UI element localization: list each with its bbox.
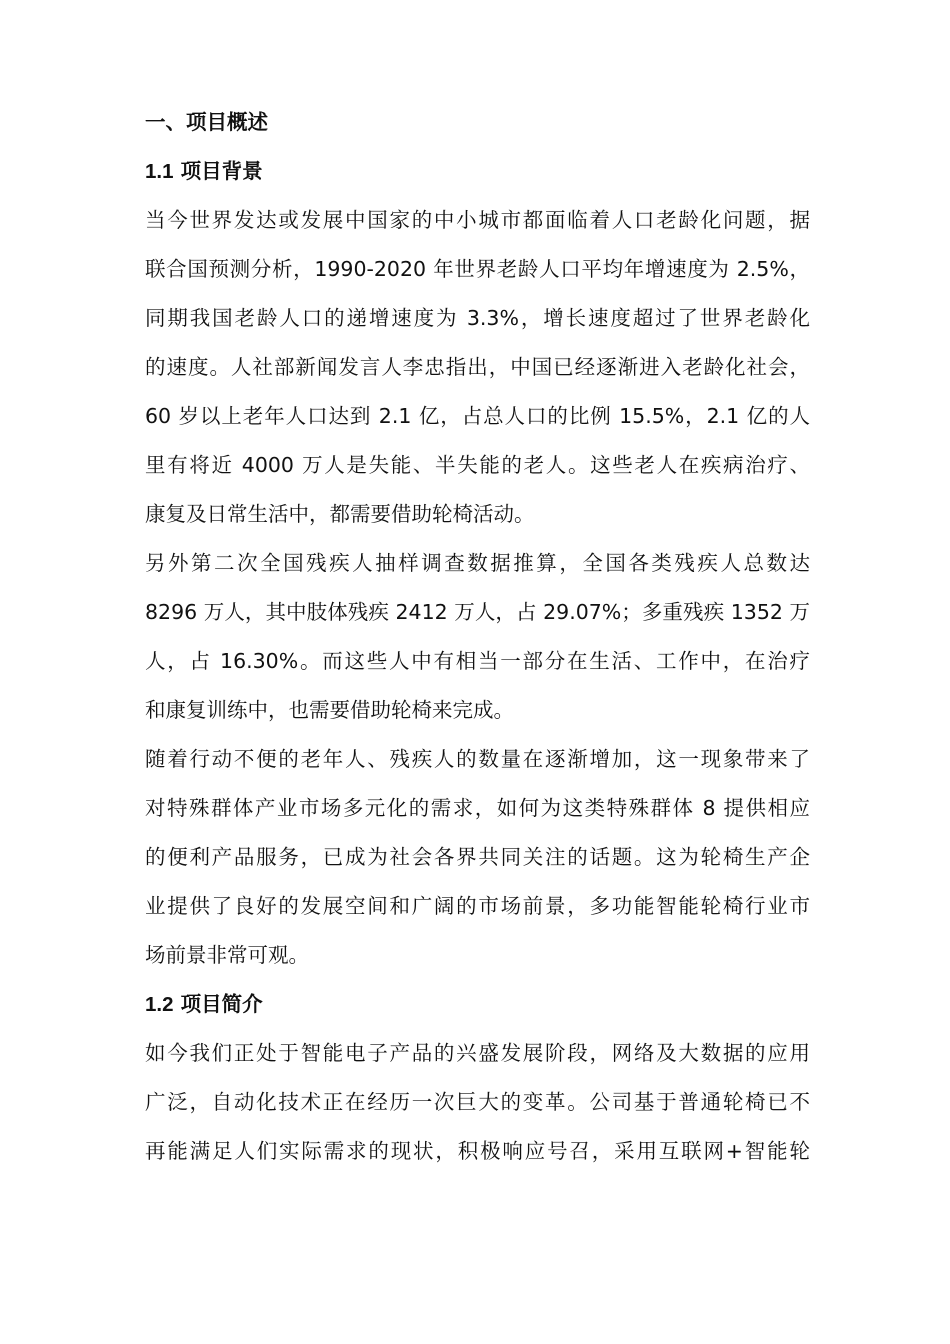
text-line: 随着行动不便的老年人、残疾人的数量在逐渐增加，这一现象带来了: [145, 747, 810, 771]
subsection-title: 项目简介: [180, 992, 263, 1016]
paragraph-aging-population: [145, 196, 810, 539]
text-line: 60 岁以上老年人口达到 2.1 亿，占总人口的比例 15.5%，2.1 亿的人: [145, 404, 810, 428]
text-line: 当今世界发达或发展中国家的中小城市都面临着人口老龄化问题，据: [145, 208, 810, 232]
text-line: 如今我们正处于智能电子产品的兴盛发展阶段，网络及大数据的应用: [145, 1041, 810, 1065]
text-line: 再能满足人们实际需求的现状，积极响应号召，采用互联网+智能轮: [145, 1139, 810, 1163]
text-line: 的速度。人社部新闻发言人李忠指出，中国已经逐渐进入老龄化社会，: [145, 355, 810, 379]
subsection-heading-1-1: [145, 147, 810, 196]
document-body: [145, 98, 810, 1176]
text-line: 的便利产品服务，已成为社会各界共同关注的话题。这为轮椅生产企: [145, 845, 810, 869]
paragraph-disability-survey: [145, 539, 810, 735]
text-line: 里有将近 4000 万人是失能、半失能的老人。这些老人在疾病治疗、: [145, 453, 810, 477]
text-line: 和康复训练中，也需要借助轮椅来完成。: [145, 698, 514, 722]
subsection-title: 项目背景: [180, 159, 263, 183]
text-line: 人，占 16.30%。而这些人中有相当一部分在生活、工作中，在治疗: [145, 649, 810, 673]
text-line: 业提供了良好的发展空间和广阔的市场前景，多功能智能轮椅行业市: [145, 894, 810, 918]
subsection-heading-1-2: [145, 980, 810, 1029]
text-line: 同期我国老龄人口的递增速度为 3.3%，增长速度超过了世界老龄化: [145, 306, 810, 330]
text-line: 联合国预测分析，1990-2020 年世界老龄人口平均年增速度为 2.5%，: [145, 257, 810, 281]
paragraph-project-intro: [145, 1029, 810, 1176]
subsection-number: 1.2: [145, 993, 174, 1016]
text-line: 8296 万人，其中肢体残疾 2412 万人，占 29.07%；多重残疾 1352 万: [145, 600, 810, 624]
text-line: 场前景非常可观。: [145, 943, 309, 967]
text-line: 对特殊群体产业市场多元化的需求，如何为这类特殊群体 8 提供相应: [145, 796, 810, 820]
subsection-number: 1.1: [145, 160, 174, 183]
paragraph-market-demand: [145, 735, 810, 980]
text-line: 广泛，自动化技术正在经历一次巨大的变革。公司基于普通轮椅已不: [145, 1090, 810, 1114]
section-heading-1: 一、项目概述: [145, 110, 268, 134]
text-line: 康复及日常生活中，都需要借助轮椅活动。: [145, 502, 535, 526]
text-line: 另外第二次全国残疾人抽样调查数据推算，全国各类残疾人总数达: [145, 551, 810, 575]
